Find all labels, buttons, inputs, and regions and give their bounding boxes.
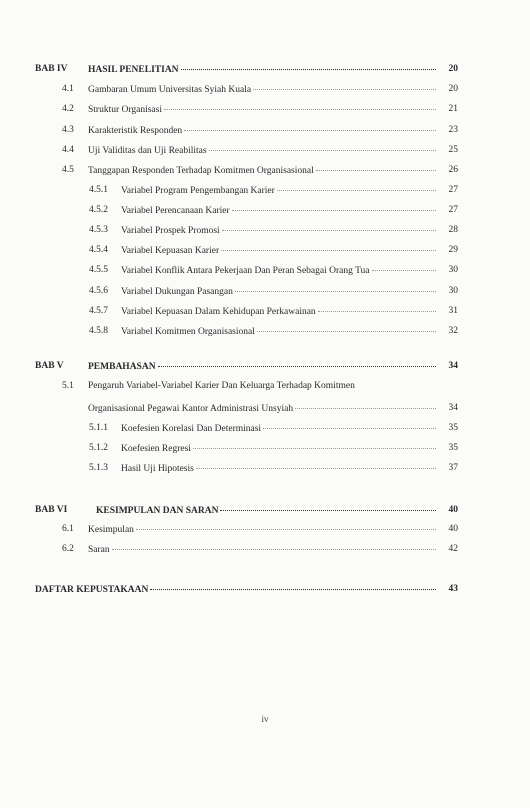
dot-leader [318,303,436,312]
toc-chapter-bab-iv [0,61,530,77]
dot-leader [150,581,436,590]
subitem-title-row [121,182,436,199]
subitem-number: 4.5.8 [89,326,108,336]
toc-subitem-5-1-2 [0,440,530,456]
toc-item-4-3 [0,122,530,138]
subitem-title-row [121,222,436,239]
subitem-title: Variabel Dukungan Pasangan [121,287,233,297]
item-page-number: 26 [448,165,458,175]
subitem-title: Hasil Uji Hipotesis [121,464,194,474]
dot-leader [372,262,436,271]
item-page-number: 42 [448,544,458,554]
subitem-number: 4.5.5 [89,265,108,275]
item-title: Karakteristik Responden [88,126,183,136]
dot-leader [232,202,436,211]
subitem-number: 4.5.6 [89,286,108,296]
subitem-title-row [121,440,436,457]
subitem-number: 4.5.4 [89,245,108,255]
item-title: Saran [88,545,110,555]
chapter-page-number: 20 [448,64,458,74]
dot-leader [112,541,436,550]
item-title-row [88,122,436,139]
item-number: 4.3 [62,125,74,135]
item-number: 4.4 [62,145,74,155]
toc-subitem-4-5-4 [0,242,530,258]
toc-subitem-4-5-1 [0,182,530,198]
subitem-title: Koefesien Korelasi Dan Determinasi [121,424,262,434]
subitem-page-number: 30 [448,286,458,296]
subitem-page-number: 27 [448,185,458,195]
subitem-page-number: 37 [448,463,458,473]
subitem-number: 4.5.3 [89,225,108,235]
item-page-number: 21 [448,104,458,114]
item-number: 4.2 [62,104,74,114]
subitem-title-row [121,202,436,219]
subitem-page-number: 31 [448,306,458,316]
dot-leader [136,521,436,530]
toc-chapter-bab-vi [0,502,530,518]
toc-subitem-5-1-1 [0,420,530,436]
item-title-row [88,162,436,179]
dot-leader [277,182,436,191]
toc-chapter-bab-v [0,358,530,374]
subitem-title-row [121,262,436,279]
chapter-label: BAB VI [35,505,68,515]
dot-leader [295,400,436,409]
subitem-number: 4.5.7 [89,306,108,316]
toc-item-5-1-line2 [0,400,530,416]
dot-leader [235,283,436,292]
subitem-number: 5.1.3 [89,463,108,473]
item-title-row [88,541,436,558]
chapter-page-number: 34 [448,361,458,371]
subitem-page-number: 28 [448,225,458,235]
dot-leader [253,81,436,90]
dot-leader [257,323,436,332]
item-title: Pengaruh Variabel-Variabel Karier Dan Keluarga Terhadap Komitmen [88,381,355,391]
bibliography-title: DAFTAR KEPUSTAKAAN [35,585,149,595]
subitem-page-number: 35 [448,443,458,453]
subitem-page-number: 32 [448,326,458,336]
item-title-row [88,101,436,118]
chapter-title-row [96,502,436,519]
dot-leader [158,358,436,367]
toc-item-5-1-line1 [0,378,530,394]
dot-leader [220,502,436,511]
item-page-number: 20 [448,84,458,94]
subitem-title: Variabel Konflik Antara Pekerjaan Dan Peran Sebagai Orang Tua [121,266,370,276]
item-number: 4.1 [62,84,74,94]
item-page-number: 40 [448,524,458,534]
subitem-number: 4.5.2 [89,205,108,215]
toc-subitem-4-5-6 [0,283,530,299]
subitem-title-row [121,303,436,320]
dot-leader [221,242,436,251]
subitem-title-row [121,283,436,300]
dot-leader [193,440,436,449]
toc-subitem-5-1-3 [0,460,530,476]
subitem-title: Variabel Kepuasan Dalam Kehidupan Perkawainan [121,307,316,317]
item-number: 6.2 [62,544,74,554]
dot-leader [196,460,436,469]
dot-leader [164,101,436,110]
chapter-label: BAB IV [35,64,68,74]
subitem-number: 5.1.2 [89,443,108,453]
item-title: Gambaran Umum Universitas Syiah Kuala [88,85,252,95]
item-title: Tanggapan Responden Terhadap Komitmen Organisasional [88,166,314,176]
toc-item-6-2 [0,541,530,557]
item-number: 6.1 [62,524,74,534]
dot-leader [184,122,436,131]
item-title-row [88,400,436,417]
item-title-row [88,521,436,538]
toc-item-4-4 [0,142,530,158]
subitem-number: 5.1.1 [89,423,108,433]
item-title: Uji Validitas dan Uji Reabilitas [88,146,207,156]
item-title: Struktur Organisasi [88,105,162,115]
toc-subitem-4-5-3 [0,222,530,238]
subitem-title: Koefesien Regresi [121,444,191,454]
chapter-title: PEMBAHASAN [88,362,156,372]
item-number: 4.5 [62,165,74,175]
subitem-title: Variabel Prospek Promosi [121,226,220,236]
subitem-number: 4.5.1 [89,185,108,195]
subitem-page-number: 29 [448,245,458,255]
subitem-page-number: 30 [448,265,458,275]
item-title-continued: Organisasional Pegawai Kantor Administrasi Unsyiah [88,404,294,414]
item-page-number: 34 [448,403,458,413]
toc-subitem-4-5-7 [0,303,530,319]
chapter-title: HASIL PENELITIAN [88,65,179,75]
dot-leader [209,142,436,151]
subitem-title-row [121,242,436,259]
page-number-footer: iv [261,714,269,724]
subitem-title-row [121,420,436,437]
toc-item-4-1 [0,81,530,97]
item-number: 5.1 [62,381,74,391]
subitem-page-number: 35 [448,423,458,433]
dot-leader [222,222,436,231]
bibliography-title-row [35,581,436,598]
chapter-title-row [88,61,436,78]
dot-leader [263,420,436,429]
subitem-page-number: 27 [448,205,458,215]
subitem-title-row [121,460,436,477]
toc-subitem-4-5-5 [0,262,530,278]
item-title-row [88,378,436,394]
item-title: Kesimpulan [88,525,134,535]
toc-item-4-5 [0,162,530,178]
subitem-title-row [121,323,436,340]
chapter-title-row [88,358,436,375]
toc-bibliography [0,581,530,597]
item-page-number: 23 [448,125,458,135]
item-page-number: 25 [448,145,458,155]
toc-subitem-4-5-2 [0,202,530,218]
chapter-title: KESIMPULAN DAN SARAN [96,506,219,516]
item-title-row [88,142,436,159]
chapter-page-number: 40 [448,505,458,515]
toc-subitem-4-5-8 [0,323,530,339]
subitem-title: Variabel Perencanaan Karier [121,206,230,216]
dot-leader [316,162,436,171]
bibliography-page-number: 43 [448,584,458,594]
subitem-title: Variabel Kepuasan Karier [121,246,220,256]
subitem-title: Variabel Program Pengembangan Karier [121,186,275,196]
item-title-row [88,81,436,98]
subitem-title: Variabel Komitmen Organisasional [121,327,255,337]
chapter-label: BAB V [35,361,64,371]
dot-leader [181,61,436,70]
toc-item-6-1 [0,521,530,537]
toc-item-4-2 [0,101,530,117]
